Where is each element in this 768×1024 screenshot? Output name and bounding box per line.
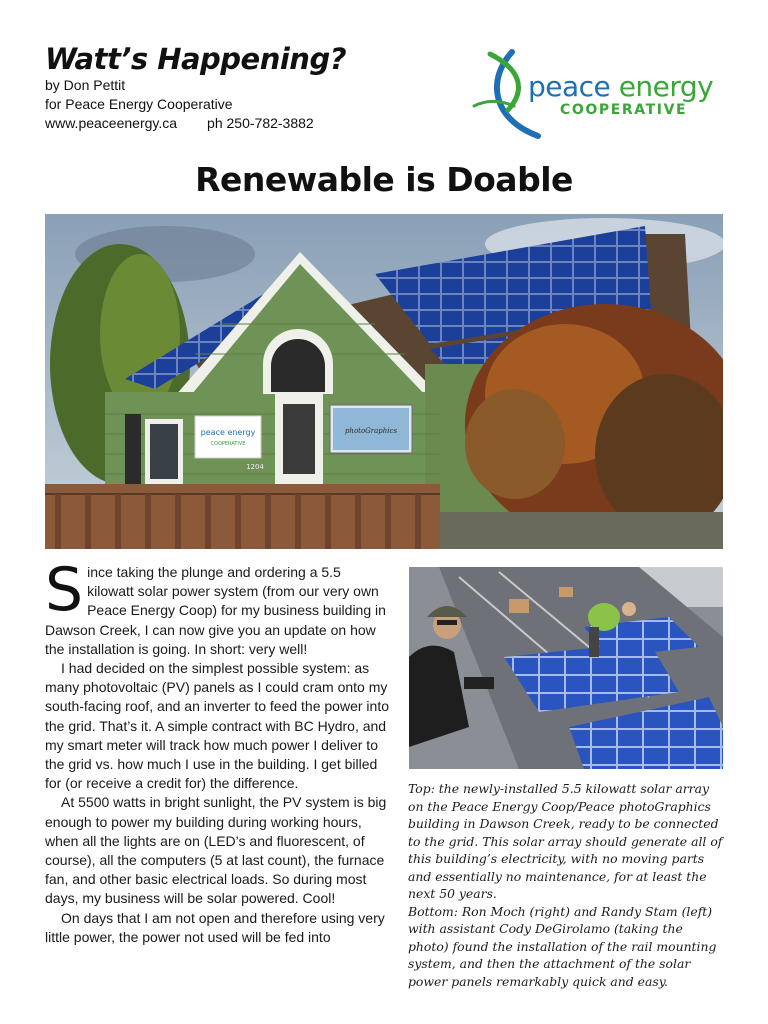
svg-text:peace energy: peace energy <box>200 428 256 437</box>
article-header <box>45 42 375 133</box>
svg-text:1204: 1204 <box>246 463 264 471</box>
photo-house-solar-array <box>45 214 723 549</box>
drop-cap: S <box>45 555 84 625</box>
column-title: Watt’s Happening? <box>45 42 347 76</box>
peace-energy-logo <box>468 48 718 140</box>
paragraph-1: Since taking the plunge and ordering a 5.5 kilowatt solar power system (from our very own Peace Energy Coop) for my business building in Dawson Creek, I can now give you an update on how the installation is going. In short: very well! <box>45 555 386 657</box>
logo-subtitle: COOPERATIVE <box>560 102 688 118</box>
byline: by Don Pettit <box>45 77 126 93</box>
paragraph-2: I had decided on the simplest possible system: as many photovoltaic (PV) panels as I could cram onto my south-facing roof, and an inverter to feed the power into the grid. That’s it. A simple contract with BC Hydro, and my smart meter will track how much power I deliver to the grid vs. how much I use in the building. I get billed for (or receive a credit for) the difference. <box>45 660 389 792</box>
svg-text:photoGraphics: photoGraphics <box>344 427 398 435</box>
affiliation: for Peace Energy Cooperative <box>45 96 233 112</box>
paragraph-4: On days that I am not open and therefore using very little power, the power not used will be fed into <box>45 909 385 945</box>
contact-line <box>45 114 375 133</box>
website: www.peaceenergy.ca <box>45 115 178 131</box>
article-body <box>45 555 390 947</box>
caption-top: Top: the newly-installed 5.5 kilowatt solar array on the Peace Energy Coop/Peace photoGraphics building in Dawson Creek, ready to be connected to the grid. This solar array should generate all of this building’s electricity, with no moving parts and essentially no maintenance, for at least the next 50 years. <box>408 781 723 901</box>
logo-wordmark: peace energy <box>528 70 714 103</box>
paragraph-3: At 5500 watts in bright sunlight, the PV system is big enough to power my building during working hours, when all the lights are on (LED’s and fluorescent, of course), all the computers (5 at last count), the furnace fan, and other basic electrical loads. So during most days, my business will be solar powered. Cool! <box>45 794 387 907</box>
svg-text:COOPERATIVE: COOPERATIVE <box>210 441 246 447</box>
headline: Renewable is Doable <box>195 160 573 199</box>
photo-workers-installing-panels <box>409 567 723 769</box>
photo-caption <box>408 780 723 990</box>
phone: ph 250-782-3882 <box>207 115 314 131</box>
caption-bottom: Bottom: Ron Moch (right) and Randy Stam (left) with assistant Cody DeGirolamo (taking the photo) found the installation of the rail mounting system, and then the attachment of the solar power panels remarkably quick and easy. <box>408 903 717 989</box>
